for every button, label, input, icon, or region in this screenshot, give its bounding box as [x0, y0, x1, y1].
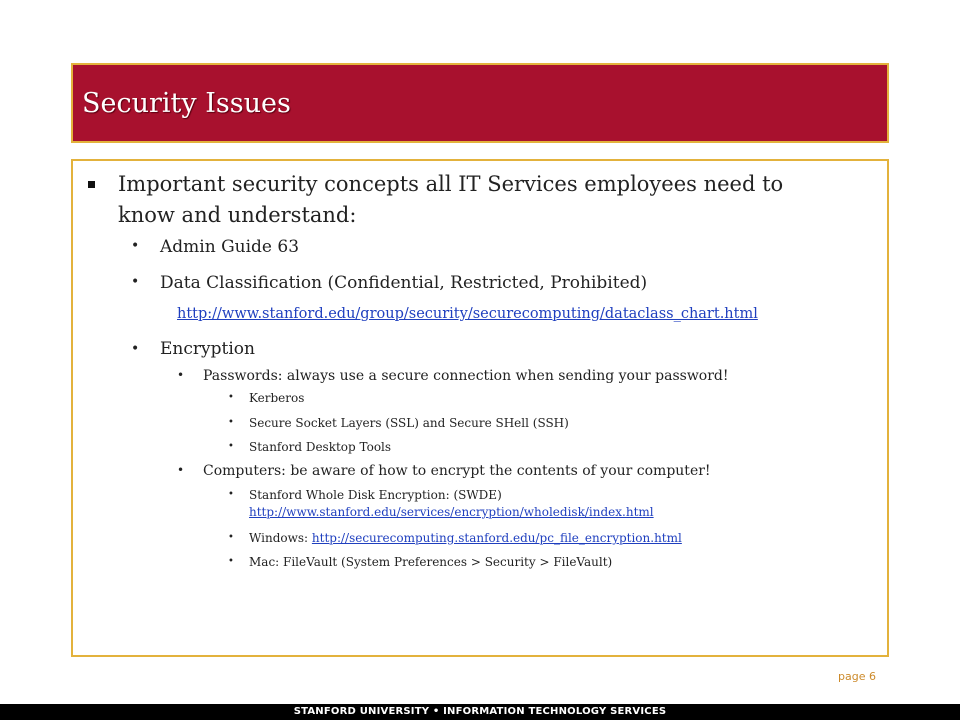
bullet-icon: •	[228, 417, 234, 428]
windows-item	[249, 531, 682, 545]
intro-line-2: know and understand:	[118, 203, 357, 227]
encryption-item: Encryption	[160, 339, 255, 359]
bullet-icon: •	[228, 441, 234, 452]
windows-link[interactable]: http://securecomputing.stanford.edu/pc_file_encryption.html	[311, 531, 682, 545]
admin-guide-item: Admin Guide 63	[160, 237, 300, 257]
footer-bar: STANFORD UNIVERSITY • INFORMATION TECHNOLOGY SERVICES	[0, 704, 960, 720]
bullet-icon: •	[131, 341, 140, 357]
swde-item: Stanford Whole Disk Encryption: (SWDE)	[249, 488, 502, 502]
bullet-icon: •	[177, 463, 185, 477]
data-classification-link[interactable]: http://www.stanford.edu/group/security/securecomputing/dataclass_chart.html	[177, 306, 758, 322]
bullet-icon: •	[131, 238, 140, 254]
page-number: page 6	[838, 670, 876, 683]
windows-label: Windows:	[249, 531, 312, 545]
ssl-ssh-item: Secure Socket Layers (SSL) and Secure SHell (SSH)	[249, 416, 569, 430]
data-classification-item: Data Classification (Confidential, Restricted, Prohibited)	[160, 273, 648, 293]
kerberos-item: Kerberos	[249, 391, 305, 405]
slide-title: Security Issues	[82, 88, 291, 119]
bullet-icon: •	[228, 489, 234, 500]
mac-item: Mac: FileVault (System Preferences > Security > FileVault)	[249, 555, 613, 569]
computers-item: Computers: be aware of how to encrypt the contents of your computer!	[203, 463, 711, 479]
bullet-icon: •	[228, 392, 234, 403]
bullet-icon: •	[228, 532, 234, 543]
square-bullet-icon	[88, 181, 95, 188]
swde-link[interactable]: http://www.stanford.edu/services/encryption/wholedisk/index.html	[249, 505, 654, 519]
content-panel	[71, 159, 889, 657]
bullet-icon: •	[228, 556, 234, 567]
passwords-item: Passwords: always use a secure connection when sending your password!	[203, 368, 729, 384]
title-banner	[71, 63, 889, 143]
bullet-icon: •	[131, 274, 140, 290]
desktop-tools-item: Stanford Desktop Tools	[249, 440, 392, 454]
intro-line-1: Important security concepts all IT Services employees need to	[118, 172, 784, 196]
bullet-icon: •	[177, 368, 185, 382]
